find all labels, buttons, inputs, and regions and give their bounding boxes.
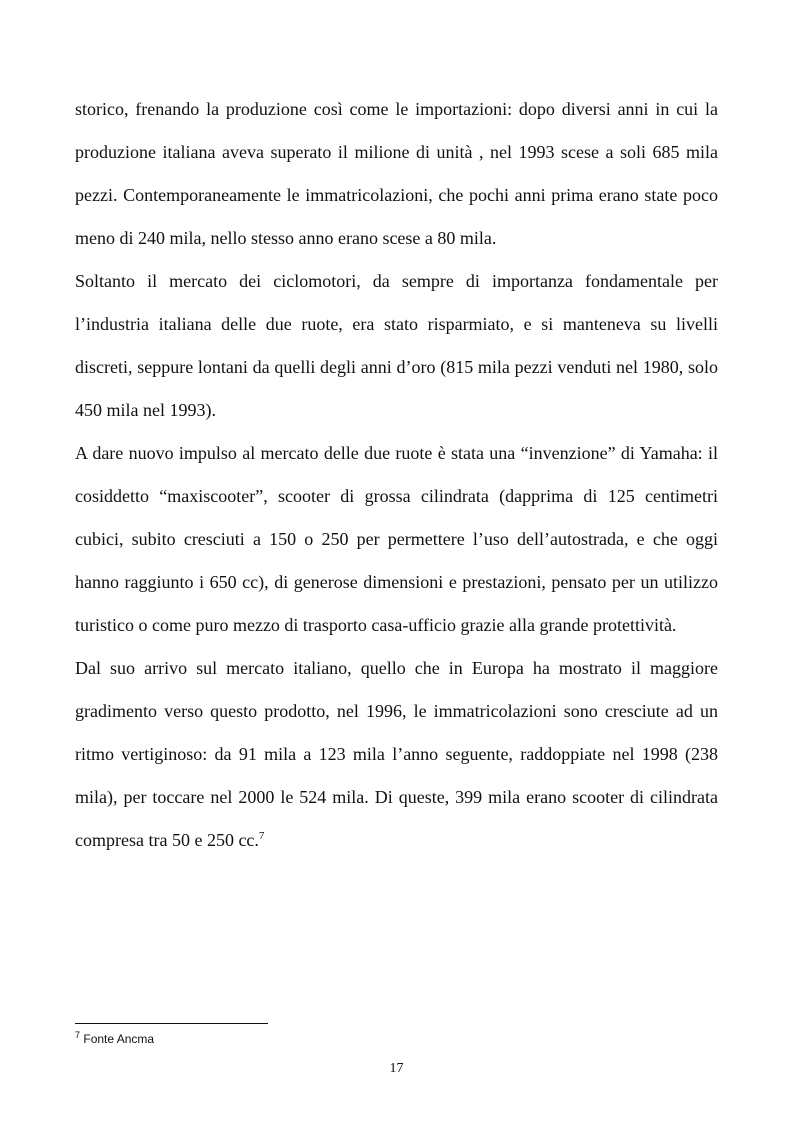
page-number: 17 — [389, 1061, 404, 1076]
paragraph-4 — [75, 647, 718, 862]
footnote-text: Fonte Ancma — [83, 1032, 155, 1046]
footnote-reference[interactable]: 7 — [258, 830, 265, 842]
footnote — [75, 1031, 154, 1047]
paragraph-3: A dare nuovo impulso al mercato delle due ruote è stata una “invenzione” di Yamaha: il cosiddetto “maxiscooter”, scooter di grossa cilindrata (dapprima di 125 centimetri cubici, subito cresciuti a 150 o 250 per permettere l’uso dell’autostrada, e che oggi hanno raggiunto i 650 cc), di generose dimensioni e prestazioni, pensato per un utilizzo turistico o come puro mezzo di trasporto casa-ufficio grazie alla grande protettività. — [75, 443, 718, 635]
footnote-separator — [75, 1023, 268, 1024]
paragraph-2: Soltanto il mercato dei ciclomotori, da sempre di importanza fondamentale per l’industria italiana delle due ruote, era stato risparmiato, e si manteneva su livelli discreti, seppure lontani da quelli degli anni d’oro (815 mila pezzi venduti nel 1980, solo 450 mila nel 1993). — [75, 271, 718, 420]
paragraph-4-text: Dal suo arrivo sul mercato italiano, quello che in Europa ha mostrato il maggiore gradimento verso questo prodotto, nel 1996, le immatricolazioni sono cresciute ad un ritmo vertiginoso: da 91 mila a 123 mila l’anno seguente, raddoppiate nel 1998 (238 mila), per toccare nel 2000 le 524 mila. Di queste, 399 mila erano scooter di cilindrata compresa tra 50 e 250 cc. — [75, 658, 718, 850]
body-text — [75, 88, 718, 862]
paragraph-1: storico, frenando la produzione così come le importazioni: dopo diversi anni in cui la produzione italiana aveva superato il milione di unità , nel 1993 scese a soli 685 mila pezzi. Contemporaneamente le immatricolazioni, che pochi anni prima erano state poco meno di 240 mila, nello stesso anno erano scese a 80 mila. — [75, 99, 718, 248]
footnote-marker: 7 — [75, 1030, 81, 1040]
